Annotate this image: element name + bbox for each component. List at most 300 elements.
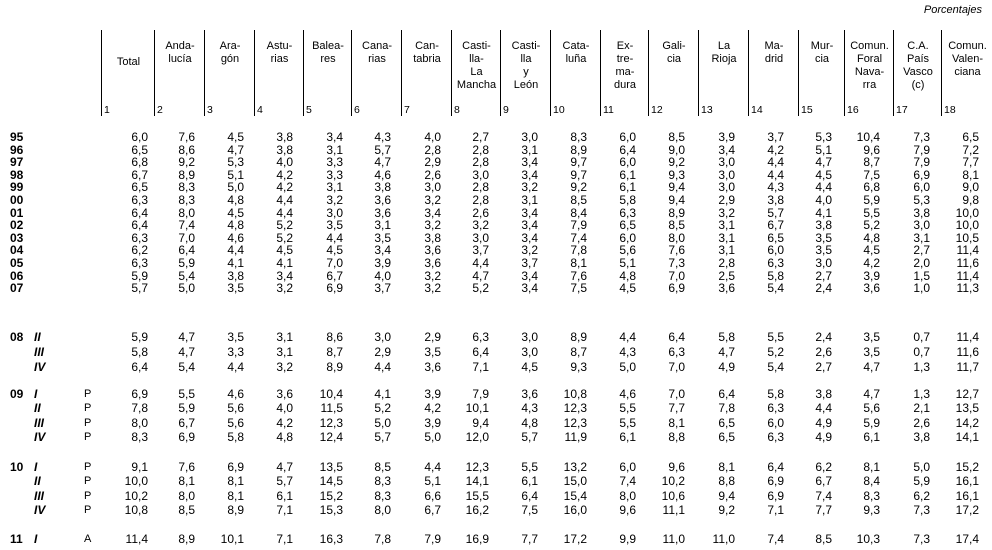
table-cell: 9,9 — [619, 532, 636, 546]
column-header — [254, 30, 303, 116]
table-cell: 3,6 — [374, 193, 391, 207]
table-cell: 7,7 — [815, 502, 832, 517]
table-cell: 2,9 — [718, 193, 735, 207]
column-headers — [0, 30, 992, 116]
table-cell: 3,0 — [718, 155, 735, 170]
table-cell: 4,1 — [815, 205, 832, 220]
table-cell: 6,5 — [718, 415, 735, 430]
table-cell: 8,9 — [227, 502, 244, 517]
column-header-label: La Rioja — [711, 40, 737, 65]
table-cell: 6,4 — [131, 360, 148, 374]
table-cell: 9,4 — [472, 415, 489, 430]
table-cell: 8,6 — [326, 330, 343, 344]
table-cell: 9,0 — [962, 180, 979, 195]
table-cell: 3,5 — [374, 230, 391, 245]
table-cell: 3,1 — [374, 218, 391, 233]
table-cell: 17,2 — [563, 532, 587, 546]
table-cell: 5,1 — [424, 474, 441, 489]
table-cell: 8,1 — [718, 460, 735, 474]
column-header — [798, 30, 844, 116]
column-header-label: Ma- drid — [764, 40, 784, 65]
table-cell: 1,3 — [913, 387, 930, 401]
table-cell: 8,4 — [863, 474, 880, 489]
table-cell: 5,4 — [767, 281, 784, 296]
table-cell: 12,7 — [955, 387, 979, 401]
table-cell: 6,0 — [131, 130, 148, 144]
table-cell: 3,4 — [718, 142, 735, 157]
table-cell: 4,0 — [424, 130, 441, 144]
row-year: 97 — [10, 155, 24, 170]
column-header-label: Balea- res — [312, 40, 344, 65]
table-cell: 5,7 — [131, 281, 148, 296]
column-header — [600, 30, 648, 116]
row-year: 04 — [10, 243, 24, 258]
table-cell: 7,8 — [570, 243, 587, 258]
table-cell: 6,9 — [178, 429, 195, 444]
table-cell: 7,1 — [276, 532, 293, 546]
table-cell: 7,5 — [863, 167, 880, 182]
table-cell: 3,5 — [227, 281, 244, 296]
table-cell: 5,9 — [178, 256, 195, 270]
table-cell: 11,1 — [662, 502, 685, 517]
table-cell: 5,3 — [227, 155, 244, 170]
table-cell: 5,6 — [227, 401, 244, 416]
column-header — [451, 30, 500, 116]
table-cell: 6,4 — [131, 218, 148, 233]
table-cell: 8,1 — [962, 167, 979, 182]
table-cell: 11,5 — [320, 401, 343, 416]
table-cell: 5,3 — [815, 130, 832, 144]
column-header-label: Can- tabria — [413, 40, 441, 65]
table-cell: 6,8 — [131, 155, 148, 170]
table-cell: 6,7 — [326, 268, 343, 283]
column-header — [844, 30, 893, 116]
table-cell: 2,7 — [815, 268, 832, 283]
table-cell: 12,3 — [563, 401, 587, 416]
table-cell: 4,7 — [472, 268, 489, 283]
column-header — [351, 30, 401, 116]
table-cell: 5,0 — [178, 281, 195, 296]
table-cell: 17,4 — [955, 532, 979, 546]
table-cell: 16,9 — [465, 532, 489, 546]
row-year: 00 — [10, 193, 24, 207]
column-header-label: Gali- cia — [662, 40, 686, 65]
row-quarter: IV — [34, 360, 46, 374]
table-cell: 3,8 — [913, 429, 930, 444]
table-cell: 4,0 — [276, 401, 293, 416]
table-cell: 9,2 — [178, 155, 195, 170]
table-cell: 7,7 — [521, 532, 538, 546]
table-cell: 8,5 — [668, 218, 685, 233]
table-cell: 4,3 — [374, 130, 391, 144]
table-cell: 2,4 — [815, 281, 832, 296]
column-header — [893, 30, 941, 116]
column-number: 8 — [454, 104, 460, 116]
table-row — [0, 430, 992, 444]
column-header — [698, 30, 748, 116]
table-cell: 3,2 — [326, 193, 343, 207]
table-cell: 4,4 — [326, 230, 343, 245]
table-cell: 2,8 — [472, 193, 489, 207]
table-cell: 7,8 — [131, 401, 148, 416]
table-row — [0, 401, 992, 415]
table-cell: 8,8 — [668, 429, 685, 444]
table-cell: 11,0 — [662, 532, 685, 546]
table-cell: 5,7 — [767, 205, 784, 220]
row-quarter: II — [34, 474, 41, 489]
table-cell: 8,7 — [863, 155, 880, 170]
table-cell: 17,2 — [955, 502, 979, 517]
table-cell: 3,7 — [472, 243, 489, 258]
table-cell: 6,4 — [472, 345, 489, 359]
table-cell: 4,3 — [521, 401, 538, 416]
table-cell: 8,9 — [326, 360, 343, 374]
row-flag: P — [84, 475, 92, 488]
table-cell: 7,6 — [178, 130, 195, 144]
row-quarter: III — [34, 488, 45, 503]
table-cell: 4,9 — [718, 360, 735, 374]
table-cell: 4,4 — [276, 193, 293, 207]
table-cell: 9,2 — [668, 155, 685, 170]
table-cell: 8,0 — [619, 488, 636, 503]
table-cell: 6,0 — [767, 415, 784, 430]
table-cell: 3,9 — [374, 256, 391, 270]
table-cell: 4,7 — [374, 155, 391, 170]
table-cell: 2,6 — [472, 205, 489, 220]
table-cell: 11,4 — [956, 243, 979, 258]
table-cell: 5,6 — [227, 415, 244, 430]
table-cell: 4,7 — [178, 330, 195, 344]
table-cell: 5,8 — [227, 429, 244, 444]
table-cell: 10,0 — [955, 205, 979, 220]
table-cell: 4,8 — [227, 218, 244, 233]
table-cell: 8,1 — [668, 415, 685, 430]
table-cell: 4,4 — [227, 243, 244, 258]
table-cell: 9,6 — [863, 142, 880, 157]
table-cell: 2,1 — [913, 401, 930, 416]
table-cell: 3,2 — [521, 243, 538, 258]
table-cell: 5,5 — [767, 330, 784, 344]
table-cell: 4,4 — [227, 360, 244, 374]
table-cell: 4,5 — [521, 360, 538, 374]
table-cell: 4,4 — [767, 155, 784, 170]
table-cell: 3,0 — [521, 330, 538, 344]
table-cell: 5,6 — [863, 401, 880, 416]
column-header-label: Mur- cia — [810, 40, 834, 65]
table-cell: 5,1 — [619, 256, 636, 270]
table-cell: 6,9 — [913, 167, 930, 182]
table-cell: 10,4 — [319, 387, 343, 401]
table-cell: 9,3 — [668, 167, 685, 182]
table-cell: 3,2 — [276, 360, 293, 374]
table-cell: 9,3 — [863, 502, 880, 517]
column-number: 15 — [801, 104, 813, 116]
table-cell: 3,6 — [424, 256, 441, 270]
table-cell: 6,0 — [619, 230, 636, 245]
table-cell: 3,2 — [424, 268, 441, 283]
table-cell: 15,0 — [563, 474, 587, 489]
table-cell: 4,4 — [815, 180, 832, 195]
table-cell: 4,2 — [424, 401, 441, 416]
row-year: 02 — [10, 218, 24, 233]
table-cell: 8,1 — [178, 474, 195, 489]
column-header-label: Cata- luña — [562, 40, 590, 65]
column-header-label: Anda- lucía — [165, 40, 195, 65]
table-cell: 9,6 — [619, 502, 636, 517]
table-cell: 11,4 — [125, 532, 148, 546]
column-number: 18 — [944, 104, 956, 116]
row-flag: P — [84, 416, 92, 429]
table-cell: 4,2 — [276, 167, 293, 182]
row-year: 09 — [10, 387, 24, 401]
row-year: 08 — [10, 330, 24, 344]
table-cell: 4,7 — [227, 142, 244, 157]
table-cell: 10,1 — [220, 532, 244, 546]
table-cell: 3,0 — [718, 167, 735, 182]
table-cell: 4,1 — [276, 256, 293, 270]
table-cell: 8,9 — [570, 330, 587, 344]
column-number: 4 — [257, 104, 263, 116]
column-header-label: Ara- gón — [219, 40, 241, 65]
row-year: 06 — [10, 268, 24, 283]
table-cell: 3,9 — [863, 268, 880, 283]
table-cell: 4,4 — [424, 460, 441, 474]
table-cell: 4,4 — [815, 401, 832, 416]
table-cell: 6,7 — [424, 502, 441, 517]
table-cell: 3,4 — [521, 218, 538, 233]
row-flag: P — [84, 430, 92, 443]
row-quarter: III — [34, 415, 45, 430]
table-cell: 6,0 — [619, 130, 636, 144]
table-cell: 6,7 — [131, 167, 148, 182]
row-year: 95 — [10, 130, 24, 144]
table-cell: 6,1 — [276, 488, 293, 503]
table-cell: 4,5 — [227, 205, 244, 220]
table-cell: 9,4 — [668, 193, 685, 207]
table-cell: 2,5 — [718, 268, 735, 283]
table-cell: 9,6 — [668, 460, 685, 474]
table-cell: 8,3 — [374, 488, 391, 503]
table-cell: 7,1 — [472, 360, 489, 374]
column-header — [303, 30, 351, 116]
column-header-label: Casti- lla y León — [511, 40, 541, 91]
column-number: 14 — [751, 104, 763, 116]
table-cell: 6,0 — [619, 460, 636, 474]
table-cell: 2,8 — [472, 180, 489, 195]
table-cell: 3,0 — [326, 205, 343, 220]
table-cell: 4,6 — [227, 387, 244, 401]
table-cell: 4,4 — [619, 330, 636, 344]
table-cell: 11,6 — [956, 345, 979, 359]
table-cell: 6,7 — [815, 474, 832, 489]
table-cell: 7,3 — [668, 256, 685, 270]
table-cell: 8,3 — [374, 474, 391, 489]
table-cell: 4,2 — [276, 180, 293, 195]
table-cell: 9,2 — [570, 180, 587, 195]
table-row — [0, 460, 992, 474]
table-cell: 3,2 — [718, 205, 735, 220]
table-cell: 6,9 — [767, 474, 784, 489]
table-cell: 5,8 — [718, 330, 735, 344]
table-cell: 3,1 — [521, 193, 538, 207]
table-cell: 9,2 — [718, 502, 735, 517]
table-cell: 8,3 — [570, 130, 587, 144]
row-label — [10, 460, 85, 474]
table-row — [0, 281, 992, 295]
table-cell: 5,9 — [131, 330, 148, 344]
table-cell: 3,1 — [718, 218, 735, 233]
table-cell: 5,9 — [178, 401, 195, 416]
table-cell: 12,0 — [465, 429, 489, 444]
table-cell: 3,3 — [326, 167, 343, 182]
table-cell: 4,4 — [472, 256, 489, 270]
table-cell: 3,1 — [913, 230, 930, 245]
table-cell: 5,2 — [374, 401, 391, 416]
table-cell: 8,0 — [668, 230, 685, 245]
row-flag: P — [84, 489, 92, 502]
table-cell: 10,0 — [955, 218, 979, 233]
table-row — [0, 360, 992, 374]
table-cell: 2,7 — [913, 243, 930, 258]
table-cell: 8,6 — [178, 142, 195, 157]
table-cell: 9,0 — [668, 142, 685, 157]
table-cell: 5,5 — [863, 205, 880, 220]
table-cell: 8,3 — [863, 488, 880, 503]
table-cell: 6,0 — [767, 243, 784, 258]
table-cell: 6,3 — [767, 401, 784, 416]
table-cell: 2,9 — [424, 330, 441, 344]
column-header — [648, 30, 698, 116]
table-cell: 3,2 — [424, 193, 441, 207]
column-number: 7 — [404, 104, 410, 116]
table-cell: 3,2 — [276, 281, 293, 296]
table-cell: 3,0 — [472, 167, 489, 182]
table-cell: 15,5 — [465, 488, 489, 503]
row-year: 10 — [10, 460, 24, 474]
table-cell: 4,8 — [863, 230, 880, 245]
table-cell: 3,2 — [521, 180, 538, 195]
table-cell: 6,3 — [131, 256, 148, 270]
table-cell: 2,7 — [815, 360, 832, 374]
column-number: 17 — [896, 104, 908, 116]
table-cell: 7,8 — [718, 401, 735, 416]
table-cell: 5,4 — [178, 360, 195, 374]
table-cell: 6,5 — [962, 130, 979, 144]
table-cell: 2,8 — [472, 155, 489, 170]
table-cell: 2,8 — [472, 142, 489, 157]
row-quarter: I — [34, 532, 38, 546]
table-cell: 9,7 — [570, 155, 587, 170]
table-cell: 8,7 — [570, 345, 587, 359]
row-year: 01 — [10, 205, 24, 220]
table-cell: 4,5 — [863, 243, 880, 258]
table-cell: 6,3 — [767, 256, 784, 270]
table-cell: 4,5 — [276, 243, 293, 258]
table-cell: 13,5 — [955, 401, 979, 416]
row-label — [10, 330, 85, 344]
table-cell: 5,2 — [276, 218, 293, 233]
table-cell: 3,4 — [326, 130, 343, 144]
table-cell: 5,5 — [178, 387, 195, 401]
table-cell: 10,2 — [661, 474, 685, 489]
table-cell: 7,6 — [178, 460, 195, 474]
table-cell: 5,2 — [472, 281, 489, 296]
table-cell: 7,0 — [178, 230, 195, 245]
column-header — [101, 30, 154, 116]
table-cell: 8,9 — [668, 205, 685, 220]
column-header-label: Cana- rias — [362, 40, 392, 65]
column-header — [550, 30, 600, 116]
table-cell: 15,2 — [955, 460, 979, 474]
table-cell: 6,3 — [668, 345, 685, 359]
row-quarter: II — [34, 401, 41, 416]
table-cell: 3,5 — [815, 230, 832, 245]
table-cell: 6,3 — [131, 230, 148, 245]
table-cell: 8,4 — [570, 205, 587, 220]
table-cell: 10,5 — [955, 230, 979, 245]
table-cell: 7,4 — [767, 532, 784, 546]
table-cell: 3,8 — [815, 387, 832, 401]
table-cell: 6,1 — [619, 180, 636, 195]
table-cell: 3,4 — [521, 268, 538, 283]
table-cell: 5,9 — [913, 474, 930, 489]
table-cell: 5,5 — [619, 415, 636, 430]
table-cell: 3,0 — [521, 130, 538, 144]
table-cell: 11,7 — [956, 360, 979, 374]
row-year: 03 — [10, 230, 24, 245]
table-cell: 6,3 — [131, 193, 148, 207]
table-cell: 3,8 — [767, 193, 784, 207]
table-cell: 2,4 — [815, 330, 832, 344]
table-cell: 3,7 — [521, 256, 538, 270]
table-cell: 4,1 — [227, 256, 244, 270]
table-cell: 11,3 — [956, 281, 979, 296]
table-cell: 3,0 — [718, 180, 735, 195]
table-cell: 6,4 — [178, 243, 195, 258]
table-cell: 3,0 — [424, 180, 441, 195]
table-cell: 1,0 — [913, 281, 930, 296]
table-cell: 6,8 — [863, 180, 880, 195]
table-cell: 5,7 — [374, 429, 391, 444]
table-cell: 3,8 — [276, 142, 293, 157]
table-cell: 7,9 — [424, 532, 441, 546]
table-cell: 7,1 — [276, 502, 293, 517]
table-cell: 16,3 — [319, 532, 343, 546]
table-cell: 3,1 — [276, 330, 293, 344]
table-cell: 4,4 — [276, 205, 293, 220]
table-cell: 11,6 — [956, 256, 979, 270]
column-number: 13 — [701, 104, 713, 116]
table-cell: 8,9 — [570, 142, 587, 157]
table-cell: 5,0 — [227, 180, 244, 195]
table-cell: 9,1 — [131, 460, 148, 474]
table-cell: 2,7 — [472, 130, 489, 144]
table-cell: 5,4 — [178, 268, 195, 283]
row-year: 05 — [10, 256, 24, 270]
column-number: 6 — [354, 104, 360, 116]
table-cell: 10,2 — [124, 488, 148, 503]
table-cell: 4,7 — [863, 387, 880, 401]
table-cell: 4,5 — [619, 281, 636, 296]
table-cell: 4,9 — [815, 429, 832, 444]
table-cell: 11,4 — [956, 330, 979, 344]
table-cell: 6,6 — [424, 488, 441, 503]
table-cell: 8,1 — [863, 460, 880, 474]
table-cell: 3,0 — [472, 230, 489, 245]
table-cell: 1,5 — [913, 268, 930, 283]
table-cell: 14,5 — [319, 474, 343, 489]
row-year: 11 — [10, 532, 23, 546]
